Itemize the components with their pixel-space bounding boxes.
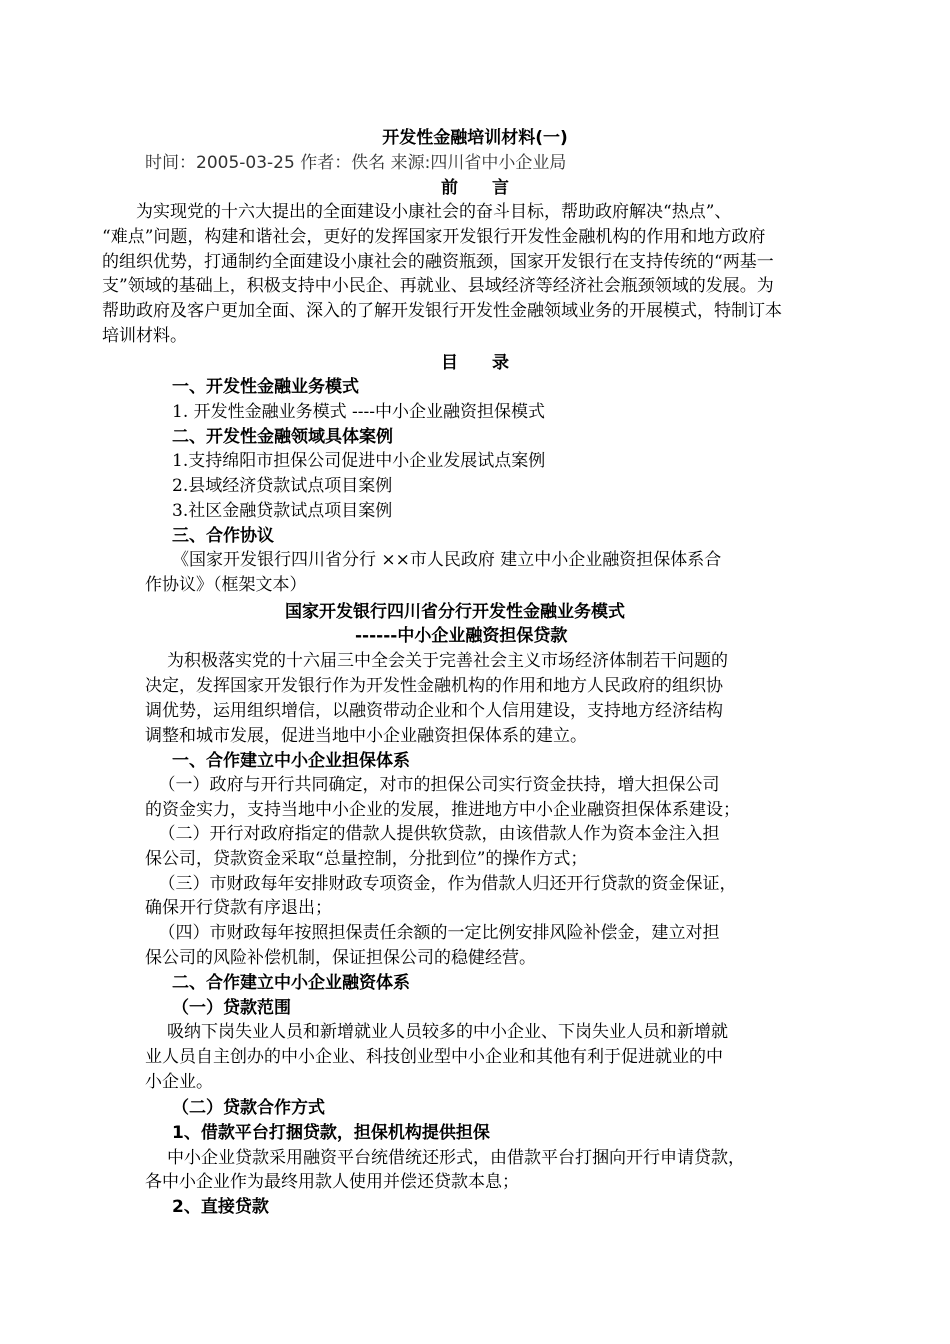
preface-line: “难点”问题，构建和谐社会，更好的发挥国家开发银行开发性金融机构的作用和地方政府 [102, 227, 766, 247]
preface-heading: 前 言 [441, 178, 509, 198]
toc-section: 一、开发性金融业务模式 [172, 377, 359, 397]
part-line: （三）市财政每年安排财政专项资金，作为借款人归还开行贷款的资金保证， [150, 874, 737, 894]
part-line: 保公司，贷款资金采取“总量控制，分批到位”的操作方式； [145, 849, 588, 869]
intro-line: 调优势，运用组织增信，以融资带动企业和个人信用建设，支持地方经济结构 [145, 701, 723, 721]
part-line: 各中小企业作为最终用款人使用并偿还贷款本息； [145, 1172, 519, 1192]
part-line: （四）市财政每年按照担保责任余额的一定比例安排风险补偿金，建立对担 [150, 923, 720, 943]
section-title: 国家开发银行四川省分行开发性金融业务模式 [285, 602, 625, 622]
section-subtitle: ------中小企业融资担保贷款 [355, 626, 568, 646]
part-heading: 二、合作建立中小企业融资体系 [172, 973, 410, 993]
mode-heading: 2、直接贷款 [172, 1197, 269, 1217]
toc-section: 三、合作协议 [172, 526, 274, 546]
part-line: 小企业。 [145, 1072, 213, 1092]
part-line: （二）开行对政府指定的借款人提供软贷款，由该借款人作为资本金注入担 [150, 824, 720, 844]
toc-item: 1. 开发性金融业务模式 ----中小企业融资担保模式 [172, 402, 546, 422]
document-meta: 时间：2005-03-25 作者：佚名 来源:四川省中小企业局 [145, 153, 567, 173]
document-title: 开发性金融培训材料(一) [382, 128, 568, 148]
part-line: 保公司的风险补偿机制，保证担保公司的稳健经营。 [145, 948, 536, 968]
preface-line: 为实现党的十六大提出的全面建设小康社会的奋斗目标，帮助政府解决“热点”、 [102, 202, 732, 222]
preface-line: 培训材料。 [102, 326, 187, 346]
toc-item: 作协议》（框架文本） [145, 575, 307, 595]
part-line: 中小企业贷款采用融资平台统借统还形式，由借款平台打捆向开行申请贷款， [150, 1148, 745, 1168]
toc-section: 二、开发性金融领域具体案例 [172, 427, 393, 447]
toc-item: 1.支持绵阳市担保公司促进中小企业发展试点案例 [172, 451, 546, 471]
preface-line: 帮助政府及客户更加全面、深入的了解开发银行开发性金融领域业务的开展模式，特制订本 [102, 301, 782, 321]
intro-line: 为积极落实党的十六届三中全会关于完善社会主义市场经济体制若干问题的 [150, 651, 728, 671]
mode-heading: 1、借款平台打捆贷款，担保机构提供担保 [172, 1123, 490, 1143]
preface-line: 的组织优势，打通制约全面建设小康社会的融资瓶颈，国家开发银行在支持传统的“两基一 [102, 252, 774, 272]
intro-line: 决定，发挥国家开发银行作为开发性金融机构的作用和地方人民政府的组织协 [145, 676, 723, 696]
part-line: 业人员自主创办的中小企业、科技创业型中小企业和其他有利于促进就业的中 [145, 1047, 723, 1067]
part-heading: 一、合作建立中小企业担保体系 [172, 751, 410, 771]
part-line: 的资金实力，支持当地中小企业的发展，推进地方中小企业融资担保体系建设； [145, 800, 740, 820]
subsection-heading: （二）贷款合作方式 [172, 1098, 325, 1118]
toc-item: 2.县域经济贷款试点项目案例 [172, 476, 393, 496]
part-line: （一）政府与开行共同确定，对市的担保公司实行资金扶持，增大担保公司 [150, 775, 720, 795]
subsection-heading: （一）贷款范围 [172, 998, 291, 1018]
preface-line: 支”领域的基础上，积极支持中小民企、再就业、县域经济等经济社会瓶颈领域的发展。为 [102, 276, 774, 296]
toc-item: 3.社区金融贷款试点项目案例 [172, 501, 393, 521]
intro-line: 调整和城市发展，促进当地中小企业融资担保体系的建立。 [145, 726, 587, 746]
toc-heading: 目 录 [441, 353, 509, 373]
toc-item: 《国家开发银行四川省分行 ××市人民政府 建立中小企业融资担保体系合 [172, 550, 722, 570]
part-line: 确保开行贷款有序退出； [145, 898, 332, 918]
part-line: 吸纳下岗失业人员和新增就业人员较多的中小企业、下岗失业人员和新增就 [150, 1022, 728, 1042]
